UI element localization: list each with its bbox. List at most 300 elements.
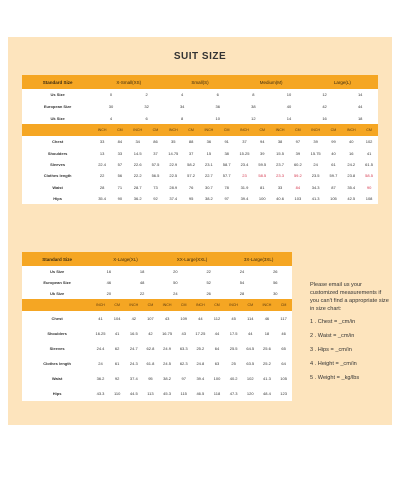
measurement-value: 37 xyxy=(188,150,194,156)
measurement-value: 95 xyxy=(148,376,153,381)
unit-label: INCH xyxy=(236,124,254,136)
row-label: European Size xyxy=(43,104,72,110)
measurement-value: 99 xyxy=(331,139,336,145)
size-value: 46 xyxy=(106,280,112,285)
measurement-value: 91 xyxy=(224,139,229,145)
measurement-value: 41.3 xyxy=(311,196,320,202)
size-value: 30 xyxy=(273,291,278,296)
measurement-row xyxy=(22,147,378,158)
measurement-value: 95 xyxy=(188,196,194,202)
size-value: 28 xyxy=(239,291,245,296)
measurement-value: 45 xyxy=(231,316,236,321)
measurement-value: 38.2 xyxy=(204,196,213,202)
measurement-value: 61.8 xyxy=(146,361,155,366)
row-label: Uk Size xyxy=(49,291,65,296)
measurement-value: 31.9 xyxy=(240,184,249,190)
measurement-value: 25.6 xyxy=(263,346,271,351)
measurement-value: 23 xyxy=(242,173,247,179)
measurement-row xyxy=(22,371,292,386)
measurement-value: 114 xyxy=(247,316,254,321)
measurement-value: 39.4 xyxy=(240,196,249,202)
measurement-value: 22 xyxy=(99,173,105,179)
measurement-value: 23.1 xyxy=(204,162,213,168)
unit-label: INCH xyxy=(200,124,218,136)
measurement-value: 28.9 xyxy=(169,184,178,190)
measurement-value: 62 xyxy=(114,346,120,351)
measurement-value: 42 xyxy=(148,331,153,336)
size-value: 50 xyxy=(173,280,178,285)
measurement-value: 44 xyxy=(214,331,220,336)
size-name: Small(S) xyxy=(164,75,235,89)
measurement-value: 57 xyxy=(117,162,123,168)
measurement-value: 61 xyxy=(331,162,336,168)
measurement-value: 28.7 xyxy=(133,184,142,190)
size-value: 54 xyxy=(239,280,245,285)
measurement-value: 109 xyxy=(180,316,188,321)
measurement-value: 71 xyxy=(117,184,123,190)
measurement-value: 33 xyxy=(117,150,123,156)
unit-header-row xyxy=(22,299,292,311)
measurement-value: 43 xyxy=(181,331,186,336)
size-name: Large(L) xyxy=(307,75,378,89)
measurement-value: 22.2 xyxy=(133,173,142,179)
unit-label: INCH xyxy=(259,299,276,311)
measurement-value: 22.4 xyxy=(98,162,106,168)
measurement-value: 113 xyxy=(147,391,154,396)
measurement-value: 58.7 xyxy=(222,162,231,168)
measurement-value: 100 xyxy=(213,376,221,381)
measurement-value: 24.4 xyxy=(96,346,105,351)
measurement-value: 97 xyxy=(224,196,229,202)
measurement-value: 15 xyxy=(206,150,212,156)
measurement-value: 92 xyxy=(153,196,158,202)
unit-header-row xyxy=(22,124,378,136)
unit-label: INCH xyxy=(93,124,111,136)
measurement-value: 23.5 xyxy=(311,173,320,179)
measurement-value: 40 xyxy=(349,139,354,145)
size-row xyxy=(22,288,292,299)
note-item: 4 . Height = _cm/in xyxy=(310,361,357,367)
measurement-value: 84 xyxy=(295,184,301,190)
measurement-row xyxy=(22,341,292,356)
measurement-value: 94 xyxy=(260,139,265,145)
measurement-value: 24.8 xyxy=(196,361,205,366)
measurement-value: 33 xyxy=(277,184,283,190)
measurement-value: 36.2 xyxy=(96,376,105,381)
size-row xyxy=(22,89,378,101)
measurement-value: 37 xyxy=(242,139,247,145)
measurement-value: 88 xyxy=(188,139,194,145)
measurement-value: 46 xyxy=(264,316,270,321)
size-value: 22 xyxy=(206,269,211,274)
measurement-value: 97 xyxy=(295,139,301,145)
measurement-value: 65 xyxy=(281,346,286,351)
measurement-value: 73 xyxy=(153,184,158,190)
size-row xyxy=(22,277,292,288)
measurement-value: 14.5 xyxy=(133,150,142,156)
measurement-value: 35.4 xyxy=(98,196,106,202)
note-item: 3 . Hips = _cm/in xyxy=(310,347,352,353)
measurement-value: 64.5 xyxy=(246,346,255,351)
measurement-value: 35.4 xyxy=(347,184,356,190)
measurement-value: 16.5 xyxy=(129,331,138,336)
measurement-value: 14.75 xyxy=(168,150,179,156)
size-value: 0 xyxy=(109,92,113,98)
size-value: 26 xyxy=(273,269,278,274)
measurement-value: 44 xyxy=(248,331,253,336)
measurement-value: 63.5 xyxy=(246,361,255,366)
measurement-value: 22.6 xyxy=(133,162,142,168)
measurement-value: 90 xyxy=(117,196,123,202)
measurement-value: 90 xyxy=(366,184,372,190)
unit-label: INCH xyxy=(342,124,360,136)
size-header-row xyxy=(22,252,292,266)
measurement-value: 16 xyxy=(349,150,354,156)
measurement-value: 13 xyxy=(99,150,105,156)
size-chart-panel-top xyxy=(8,37,392,265)
measurement-value: 40.2 xyxy=(229,376,238,381)
measurement-value: 37.4 xyxy=(169,196,178,202)
size-value: 34 xyxy=(179,104,185,110)
measurement-value: 38 xyxy=(277,139,283,145)
note-item: 1 . Chest = _cm/in xyxy=(310,319,356,325)
measurement-value: 38 xyxy=(224,150,229,156)
row-label: Us Size xyxy=(49,269,65,274)
measurement-value: 59.7 xyxy=(329,173,338,179)
measurement-value: 41 xyxy=(98,316,103,321)
measurement-value: 61 xyxy=(114,361,120,366)
measurement-value: 103 xyxy=(294,196,302,202)
unit-label: INCH xyxy=(129,124,147,136)
unit-label: CM xyxy=(142,299,159,311)
unit-label: CM xyxy=(175,299,192,311)
size-table-top xyxy=(22,75,378,204)
measurement-value: 25 xyxy=(231,361,236,366)
size-value: 38 xyxy=(251,104,256,110)
unit-label: INCH xyxy=(159,299,176,311)
unit-label: CM xyxy=(275,299,292,311)
unit-label: CM xyxy=(209,299,226,311)
unit-label: CM xyxy=(147,124,165,136)
measurement-value: 24 xyxy=(98,361,103,366)
size-name: Medium(M) xyxy=(236,75,307,89)
measurement-row xyxy=(22,386,292,401)
size-value: 8 xyxy=(181,115,184,121)
measurement-value: 24.7 xyxy=(129,346,138,351)
measurement-value: 78 xyxy=(224,184,229,190)
measurement-value: 57.7 xyxy=(222,173,231,179)
measurement-value: 36.2 xyxy=(133,196,142,202)
measurement-value: 81 xyxy=(260,184,265,190)
unit-label: CM xyxy=(289,124,307,136)
measurement-value: 24.5 xyxy=(163,361,171,366)
row-label: European Size xyxy=(43,280,71,285)
size-name: X-Large(XL) xyxy=(92,252,159,266)
size-value: 18 xyxy=(357,115,363,121)
unit-label: CM xyxy=(253,124,271,136)
row-label: Waist xyxy=(51,376,63,381)
note-items xyxy=(310,318,390,382)
measurement-value: 25.2 xyxy=(263,361,271,366)
size-value: 32 xyxy=(144,104,149,110)
unit-label: INCH xyxy=(271,124,289,136)
measurement-value: 39.4 xyxy=(196,376,205,381)
measurement-value: 84 xyxy=(117,139,123,145)
measurement-value: 64 xyxy=(214,346,220,351)
measurement-value: 64 xyxy=(281,361,286,366)
measurement-value: 57.2 xyxy=(187,173,195,179)
row-label: Hips xyxy=(52,391,62,396)
unit-label: CM xyxy=(109,299,126,311)
size-value: 8 xyxy=(252,92,255,98)
custom-measurement-note xyxy=(310,281,390,388)
row-label: Sleeves xyxy=(50,162,66,168)
size-value: 14 xyxy=(286,115,292,121)
size-name: X-Small(XS) xyxy=(93,75,164,89)
note-item: 5 . Weight = _kg/lbs xyxy=(310,375,360,381)
row-label: Waist xyxy=(52,184,63,190)
unit-label: CM xyxy=(182,124,200,136)
measurement-value: 86 xyxy=(153,139,158,145)
measurement-value: 58.5 xyxy=(258,173,267,179)
size-chart-panel-bottom xyxy=(8,245,392,425)
measurement-value: 46.5 xyxy=(196,391,205,396)
measurement-value: 87 xyxy=(331,184,336,190)
unit-label: INCH xyxy=(307,124,325,136)
measurement-value: 110 xyxy=(113,391,121,396)
unit-label: CM xyxy=(360,124,378,136)
measurement-value: 25.5 xyxy=(229,346,238,351)
measurement-value: 117 xyxy=(280,316,287,321)
measurement-value: 42.5 xyxy=(347,196,356,202)
size-value: 26 xyxy=(206,291,211,296)
size-value: 10 xyxy=(215,115,220,121)
size-value: 14 xyxy=(357,92,363,98)
unit-label: INCH xyxy=(164,124,182,136)
measurement-value: 56.5 xyxy=(151,173,160,179)
measurement-value: 58.2 xyxy=(187,162,195,168)
measurement-value: 18 xyxy=(264,331,270,336)
measurement-value: 24.3 xyxy=(129,361,138,366)
chart-title: SUIT SIZE xyxy=(173,51,227,62)
measurement-value: 63 xyxy=(214,361,220,366)
measurement-value: 38.2 xyxy=(163,376,171,381)
measurement-value: 115 xyxy=(180,391,187,396)
standard-size-label: Standard Size xyxy=(22,75,93,89)
size-value: 24 xyxy=(239,269,245,274)
measurement-value: 40.6 xyxy=(276,196,284,202)
row-label: Chest xyxy=(52,139,64,145)
measurement-value: 16.25 xyxy=(95,331,106,336)
measurement-value: 39 xyxy=(295,150,301,156)
measurement-value: 41 xyxy=(366,150,372,156)
measurement-value: 40 xyxy=(331,150,336,156)
measurement-value: 37.4 xyxy=(129,376,138,381)
size-header-row xyxy=(22,75,378,89)
measurement-value: 61.5 xyxy=(365,162,373,168)
measurement-value: 25.2 xyxy=(196,346,205,351)
measurement-value: 97 xyxy=(181,376,186,381)
measurement-value: 43 xyxy=(164,316,170,321)
measurement-value: 58.5 xyxy=(365,173,373,179)
measurement-row xyxy=(22,356,292,371)
unit-label: CM xyxy=(218,124,236,136)
measurement-value: 23.4 xyxy=(240,162,249,168)
measurement-value: 45.3 xyxy=(163,391,171,396)
size-value: 20 xyxy=(106,291,112,296)
unit-blank xyxy=(22,299,92,311)
size-value: 4 xyxy=(181,92,184,98)
measurement-value: 24.9 xyxy=(163,346,171,351)
measurement-value: 30.7 xyxy=(204,184,213,190)
measurement-value: 36 xyxy=(206,139,212,145)
measurement-value: 62.3 xyxy=(179,361,188,366)
measurement-value: 57.5 xyxy=(151,162,160,168)
row-label: Clothes length xyxy=(43,361,71,366)
measurement-value: 34 xyxy=(135,139,140,145)
size-value: 44 xyxy=(357,104,363,110)
size-value: 20 xyxy=(173,269,178,274)
note-item: 2 . Waist = _cm/in xyxy=(310,333,355,339)
size-value: 2 xyxy=(145,92,148,98)
size-row xyxy=(22,112,378,124)
measurement-value: 43.3 xyxy=(96,391,105,396)
measurement-value: 112 xyxy=(213,316,221,321)
unit-label: INCH xyxy=(125,299,142,311)
size-value: 42 xyxy=(322,104,327,110)
unit-label: CM xyxy=(242,299,259,311)
size-value: 52 xyxy=(206,280,211,285)
measurement-value: 23.7 xyxy=(276,162,284,168)
measurement-value: 39 xyxy=(313,139,318,145)
size-name: XX-Large(XXL) xyxy=(159,252,226,266)
measurement-row xyxy=(22,193,378,204)
measurement-value: 62.8 xyxy=(146,346,155,351)
measurement-value: 102 xyxy=(246,376,254,381)
size-row xyxy=(22,266,292,277)
size-name: 3X-Large(3XL) xyxy=(225,252,292,266)
measurement-value: 47.3 xyxy=(229,391,238,396)
unit-label: INCH xyxy=(92,299,109,311)
size-value: 16 xyxy=(322,115,327,121)
measurement-row xyxy=(22,182,378,193)
measurement-value: 92 xyxy=(114,376,120,381)
size-value: 10 xyxy=(286,92,292,98)
unit-label: INCH xyxy=(225,299,242,311)
row-label: Sleeves xyxy=(49,346,65,351)
measurement-value: 44 xyxy=(198,316,203,321)
measurement-value: 56 xyxy=(117,173,123,179)
unit-blank xyxy=(22,124,93,136)
unit-label: INCH xyxy=(192,299,209,311)
size-value: 16 xyxy=(106,269,112,274)
size-value: 4 xyxy=(109,115,113,121)
size-value: 6 xyxy=(145,115,148,121)
measurement-value: 16.75 xyxy=(162,331,173,336)
measurement-row xyxy=(22,136,378,147)
measurement-value: 22.7 xyxy=(204,173,213,179)
measurement-value: 44.5 xyxy=(129,391,138,396)
measurement-value: 120 xyxy=(246,391,254,396)
measurement-value: 123 xyxy=(280,391,287,396)
measurement-value: 63.3 xyxy=(179,346,188,351)
measurement-value: 33 xyxy=(99,139,105,145)
measurement-value: 59.2 xyxy=(293,173,302,179)
row-label: Shoulders xyxy=(47,331,67,336)
size-row xyxy=(22,101,378,113)
measurement-row xyxy=(22,159,378,170)
measurement-value: 46 xyxy=(281,331,286,336)
measurement-value: 37 xyxy=(153,150,158,156)
size-value: 18 xyxy=(139,269,145,274)
measurement-value: 34.3 xyxy=(311,184,320,190)
size-value: 30 xyxy=(108,104,114,110)
row-label: Hips xyxy=(53,196,62,202)
measurement-value: 108 xyxy=(365,196,373,202)
measurement-value: 76 xyxy=(188,184,194,190)
measurement-value: 41 xyxy=(114,331,120,336)
row-label: Clothes length xyxy=(43,173,72,179)
measurement-value: 28 xyxy=(99,184,105,190)
size-value: 36 xyxy=(215,104,220,110)
measurement-value: 59.5 xyxy=(258,162,267,168)
measurement-value: 23.8 xyxy=(347,173,356,179)
measurement-value: 17.5 xyxy=(229,331,238,336)
measurement-value: 102 xyxy=(365,139,373,145)
measurement-value: 48.4 xyxy=(263,391,271,396)
size-value: 24 xyxy=(173,291,178,296)
measurement-value: 17.25 xyxy=(195,331,206,336)
measurement-value: 100 xyxy=(258,196,266,202)
standard-size-label: Standard Size xyxy=(22,252,92,266)
measurement-value: 105 xyxy=(280,376,287,381)
measurement-value: 35 xyxy=(171,139,176,145)
size-table-bottom xyxy=(22,252,292,401)
row-label: Us Size xyxy=(50,92,65,98)
size-value: 56 xyxy=(273,280,278,285)
size-value: 48 xyxy=(139,280,145,285)
measurement-value: 15.5 xyxy=(276,150,284,156)
size-value: 12 xyxy=(322,92,327,98)
measurement-value: 42 xyxy=(131,316,137,321)
row-label: Shoulders xyxy=(47,150,68,156)
measurement-value: 22.5 xyxy=(169,173,178,179)
measurement-value: 23.3 xyxy=(276,173,284,179)
measurement-value: 118 xyxy=(213,391,221,396)
row-label: Uk Size xyxy=(50,115,65,121)
size-value: 22 xyxy=(139,291,145,296)
measurement-value: 107 xyxy=(147,316,154,321)
row-label: Chest xyxy=(51,316,63,321)
note-intro: Please email us your customized measurements if you can't find a appropriate size in size chart: xyxy=(310,282,389,312)
measurement-value: 15.25 xyxy=(239,150,250,156)
measurement-row xyxy=(22,326,292,341)
measurement-value: 41.3 xyxy=(263,376,271,381)
measurement-row xyxy=(22,311,292,326)
measurement-value: 60.2 xyxy=(293,162,302,168)
measurement-value: 39 xyxy=(260,150,265,156)
unit-label: CM xyxy=(325,124,343,136)
measurement-value: 24.2 xyxy=(347,162,356,168)
measurement-value: 24 xyxy=(313,162,318,168)
measurement-row xyxy=(22,170,378,181)
size-value: 40 xyxy=(286,104,292,110)
measurement-value: 22.9 xyxy=(169,162,178,168)
size-value: 12 xyxy=(251,115,256,121)
measurement-value: 104 xyxy=(113,316,121,321)
measurement-value: 105 xyxy=(330,196,337,202)
size-value: 6 xyxy=(216,92,219,98)
